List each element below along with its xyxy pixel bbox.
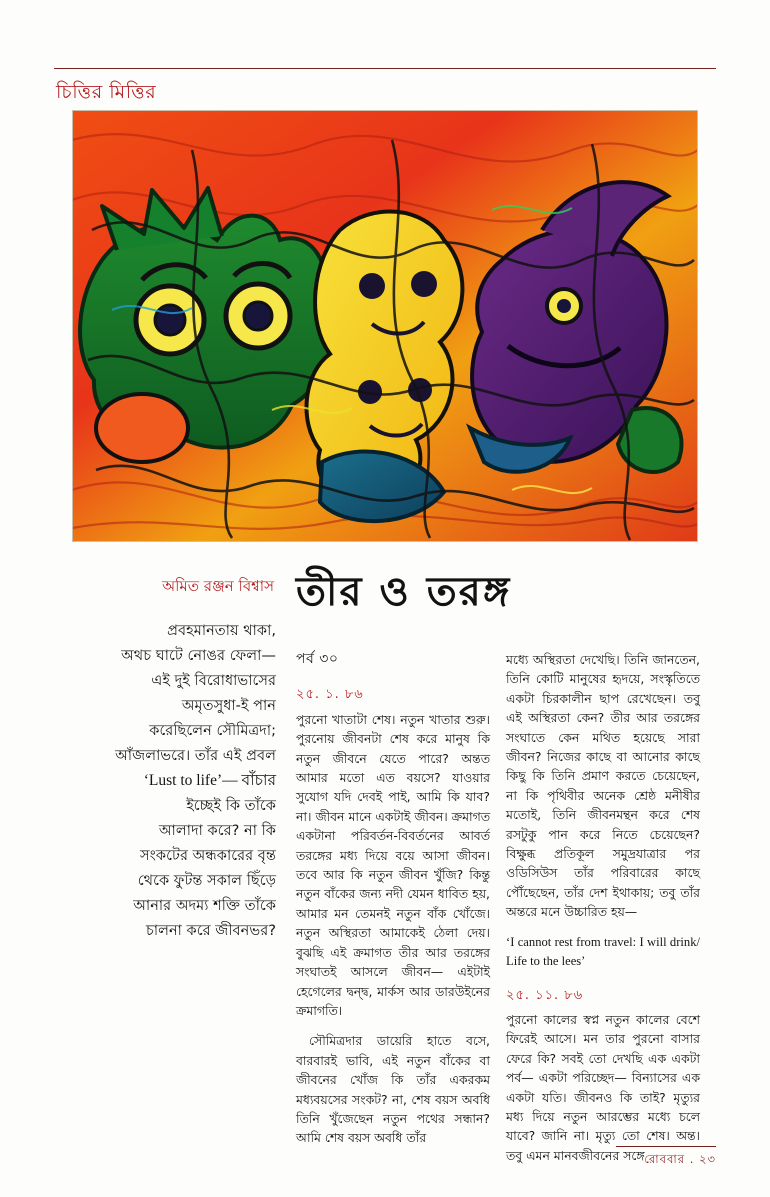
article-headline: তীর ও তরঙ্গ (296, 569, 512, 615)
artwork-image (72, 110, 698, 542)
teaser-line: ‘Lust to life’— বাঁচার (143, 772, 276, 789)
paragraph: মধ্যে অস্থিরতা দেখেছি। তিনি জানতেন, তিনি কোটি মানুষের হৃদয়ে, সংস্কৃতিতে একটা চিরকালীন ছাপ রেখেছেন। তবু এই অস্থিরতা কেন? তীর আর তরঙ্গের সংঘাতে কেন মথিত হয়েছে সারা জীবন? নিজের কাছে বা আনোর কাছে কিছু কি তিনি প্রমাণ করতে চেয়েছেন, না কি পৃথিবীর অনেক শ্রেষ্ঠ মনীষীর মতোই, তিনি জীবনমন্থন করে শেষ রসটুকু পান করে নিতে চেয়েছেন? বিক্ষুব্ধ প্রতিকূল সমুদ্রযাত্রার পর ওডিসিউস তাঁর পরিবারের কাছে পৌঁছেছেন, তাঁর দেশ ইথাকায়; তবু তাঁর অন্তরে মনে উচ্চারিত হয়— (506, 652, 700, 920)
teaser-line: আনার অদম্য শক্তি তাঁকে (133, 897, 276, 914)
teaser-line: এই দুই বিরোধাভাসের (151, 672, 276, 689)
article-teaser (80, 618, 276, 943)
diary-date-2: ২৫. ১১. ৮৬ (506, 987, 584, 1003)
paragraph: সৌমিত্রদার ডায়েরি হাতে বসে, বারবারই ভাবি, এই নতুন বাঁকের বা জীবনের খোঁজ কি তাঁর একরকম মধ্যবয়সের সংকট? না, শেষ বয়স অবধি তিনি খুঁজেছেন নতুন পথের সন্ধান? আমি শেষ বয়স অবধি তাঁর (296, 1033, 490, 1146)
episode-label: পর্ব ৩০ (296, 651, 339, 667)
article-author: অমিত রঞ্জন বিশ্বাস (162, 577, 274, 595)
teaser-line: করেছিলেন সৌমিত্রদা; (149, 722, 276, 739)
teaser-line: অমৃতসুধা-ই পান (181, 697, 276, 714)
footer-divider (616, 1146, 716, 1147)
teaser-line: চালনা করে জীবনভর? (145, 922, 276, 939)
diary-date-1: ২৫. ১. ৮৬ (296, 687, 364, 703)
abstract-crayon-painting-svg (72, 110, 698, 542)
teaser-line: ইচ্ছেই কি তাঁকে (186, 797, 276, 814)
teaser-line: আঁজলাভরে। তাঁর এই প্রবল (115, 747, 276, 764)
teaser-line: থেকে ফুটন্ত সকাল ছিঁড়ে (137, 872, 276, 889)
paragraph: পুরনো খাতাটা শেষ। নতুন খাতার শুরু। পুরনোয় জীবনটা শেষ করে মানুষ কি নতুন জীবনে যেতে পারে? অন্তত আমার মতো এত বয়সে? যাওয়ার সুযোগ যদি দেবই পাই, আমি কি যাব? না। জীবন মানে একটাই জীবন। ক্রমাগত একটানা পরিবর্তন-বিবর্তনের আবর্ত তরঙ্গের মধ্য দিয়ে বয়ে আসা জীবন। তবে আর কি নতুন জীবন খুঁজি? কিন্তু নতুন বাঁকের জন্য নদী যেমন ধাবিত হয়, আমার মন তেমনই নতুন বাঁক খোঁজে। নতুন অস্থিরতা আমাকেই ঠেলা দেয়। বুঝছি এই ক্রমাগত তীর আর তরঙ্গের সংঘাতই আসলে জীবন— এইটাই হেগেলের দ্বন্দ্ব, মার্কস আর ডারউইনের ক্রমাগতি। (296, 711, 490, 1018)
column-right (506, 650, 700, 1165)
top-divider (54, 68, 716, 69)
teaser-line: সংকটের অন্ধকারের বৃন্ত (140, 847, 276, 864)
page-folio: রোববার . ২৩ (644, 1152, 716, 1166)
column-middle (296, 650, 490, 1148)
teaser-line: অথচ ঘাটে নোঙর ফেলা— (121, 647, 276, 664)
paragraph: পুরনো কালের স্বপ্ন নতুন কালের বেশে ফিরেই আসে। মন তার পুরনো বাসার ফেরে কি? সবই তো দেখছি এক একটা পর্ব— একটা পরিচ্ছেদ— বিন্যাসের এক একটা যতি। জীবনও কি তাই? মৃত্যুর মধ্য দিয়ে নতুন আরম্ভের মধ্যে চলে যাবে? জানি না। মৃত্যু তো শেষ। অন্ত। তবু এমন মানবজীবনের সঙ্গে (506, 1011, 700, 1163)
english-quote: ‘I cannot rest from travel: I will drink/ Life to the lees’ (506, 934, 700, 969)
section-title: চিত্তির মিত্তির (56, 81, 157, 103)
teaser-line: আলাদা করে? না কি (158, 822, 276, 839)
teaser-line: প্রবহমানতায় থাকা, (167, 622, 276, 639)
